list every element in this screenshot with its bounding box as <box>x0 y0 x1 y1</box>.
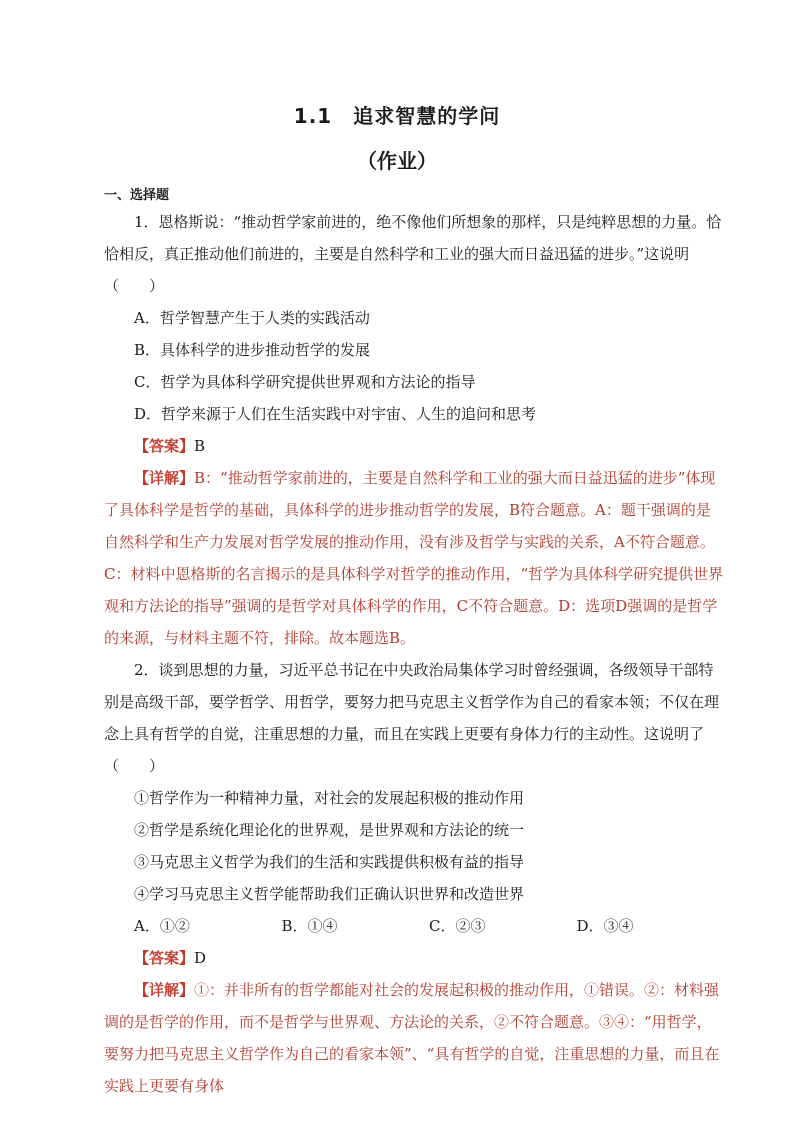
answer-tag: 【答案】 <box>134 437 195 455</box>
question-1-stem: 1．恩格斯说：“推动哲学家前进的，绝不像他们所想象的那样，只是纯粹思想的力量。恰恰相反，真正推动他们前进的，主要是自然科学和工业的强大而日益迅猛的进步。”这说明（ ） <box>104 213 722 295</box>
question-content <box>104 206 724 1102</box>
question-2-choices <box>104 910 724 942</box>
choice-b: B．①④ <box>281 917 338 935</box>
question-1-answer <box>104 430 724 462</box>
question-2-item-4: ④学习马克思主义哲学能帮助我们正确认识世界和改造世界 <box>134 885 525 903</box>
question-1-option-d: D．哲学来源于人们在生活实践中对宇宙、人生的追问和思考 <box>134 405 537 423</box>
answer-tag: 【答案】 <box>134 949 195 967</box>
section-heading: 一、选择题 <box>104 188 170 203</box>
question-1-option-a: A．哲学智慧产生于人类的实践活动 <box>134 309 370 327</box>
question-2-stem: 2．谈到思想的力量，习近平总书记在中央政治局集体学习时曾经强调，各级领导干部特别是高级干部，要学哲学、用哲学，要努力把马克思主义哲学作为自己的看家本领；不仅在理念上具有哲学的自觉，注重思想的力量，而且在实践上更要有身体力行的主动性。这说明了（ ） <box>104 661 720 775</box>
question-2-item-3: ③马克思主义哲学为我们的生活和实践提供积极有益的指导 <box>134 853 525 871</box>
detail-text: ①：并非所有的哲学都能对社会的发展起积极的推动作用，①错误。②：材料强调的是哲学的作用，而不是哲学与世界观、方法论的关系，②不符合题意。③④：“用哲学，要努力把马克思主义哲学作为自己的看家本领”、“具有哲学的自觉，注重思想的力量，而且在实践上更要有身体 <box>104 981 720 1095</box>
answer-value: B <box>194 437 206 455</box>
detail-tag: 【详解】 <box>134 981 195 999</box>
detail-text: B：“推动哲学家前进的，主要是自然科学和工业的强大而日益迅猛的进步”体现了具体科学是哲学的基础，具体科学的进步推动哲学的发展，B符合题意。A：题干强调的是自然科学和生产力发展对哲学发展的推动作用，没有涉及哲学与实践的关系，A不符合题意。C：材料中恩格斯的名言揭示的是具体科学对哲学的推动作用，“哲学为具体科学研究提供世界观和方法论的指导”强调的是哲学对具体科学的作用，C不符合题意。D：选项D强调的是哲学的来源，与材料主题不符，排除。故本题选B。 <box>104 469 724 647</box>
question-2-item-1: ①哲学作为一种精神力量，对社会的发展起积极的推动作用 <box>134 789 525 807</box>
page-subtitle: （作业） <box>357 149 437 173</box>
question-2-item-2: ②哲学是系统化理论化的世界观，是世界观和方法论的统一 <box>134 821 525 839</box>
question-2-detail <box>104 974 724 1102</box>
question-2-answer <box>104 942 724 974</box>
question-1-option-b: B．具体科学的进步推动哲学的发展 <box>134 341 371 359</box>
choice-c: C．②③ <box>429 917 486 935</box>
choice-a: A．①② <box>134 917 190 935</box>
question-1-option-c: C．哲学为具体科学研究提供世界观和方法论的指导 <box>134 373 476 391</box>
page-title: 1.1 追求智慧的学问 <box>293 104 501 128</box>
question-1-detail <box>104 462 724 654</box>
detail-tag: 【详解】 <box>134 469 195 487</box>
choice-d: D．③④ <box>576 917 634 935</box>
answer-value: D <box>194 949 207 967</box>
